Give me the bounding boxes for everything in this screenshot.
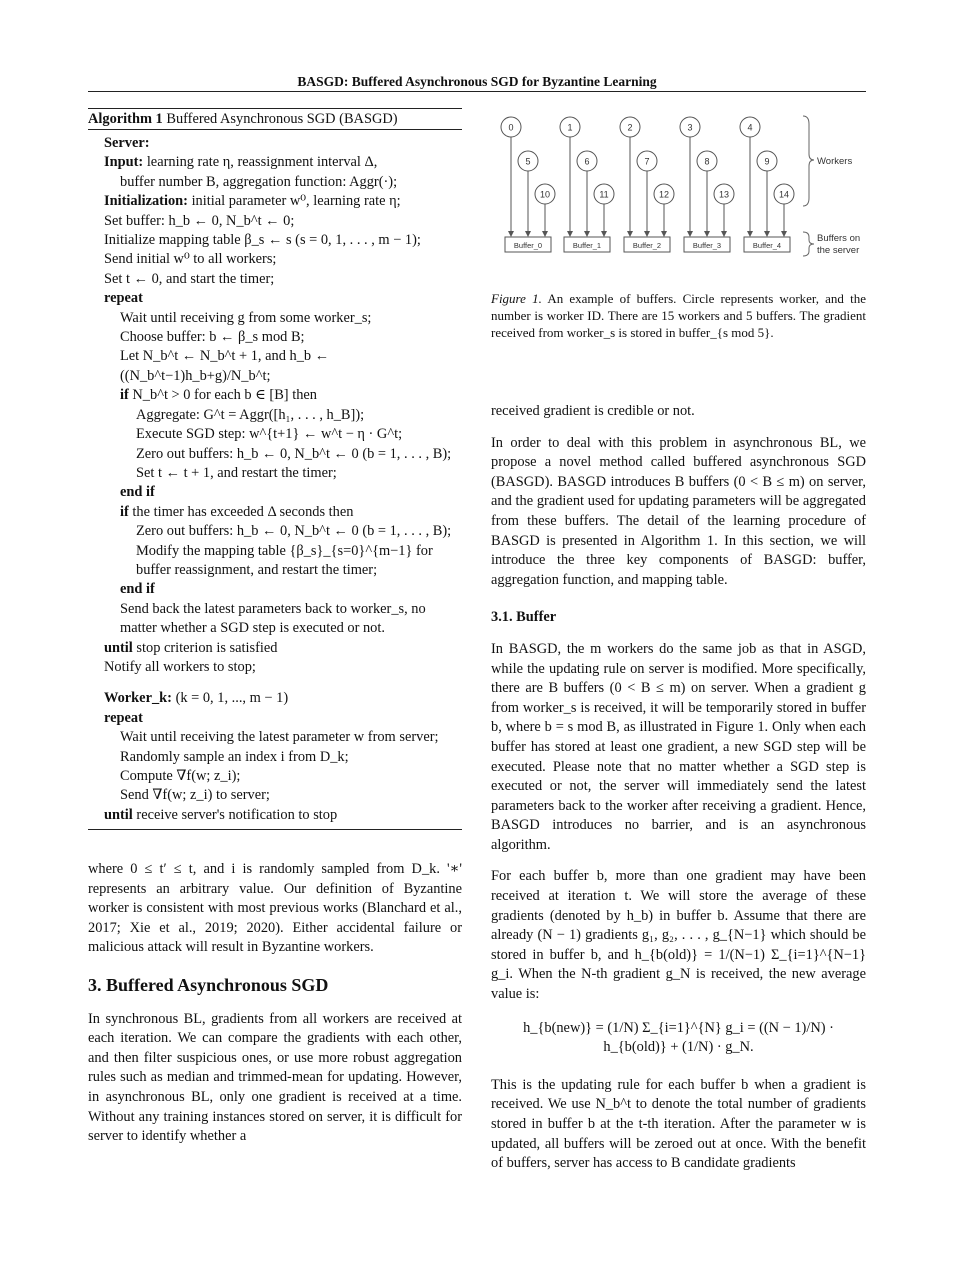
- algorithm-line: [104, 658, 462, 677]
- worker-id: 5: [525, 156, 531, 167]
- paragraph-where: where 0 ≤ t′ ≤ t, and i is randomly sampled from D_k. '∗' represents an arbitrary value. Our definition of Byzantine worker is consistent with most previous works (Blanchard et al., 2017; Xie et al., 2019; 2020). Either accidental failure or malicious attack will result in Byzantine workers.: [88, 861, 462, 956]
- algorithm-text: buffer number B, aggregation function: Aggr(·);: [120, 173, 398, 190]
- algorithm-line: [104, 386, 462, 405]
- algorithm-text: Notify all workers to stop;: [104, 658, 256, 675]
- algorithm-text: initial parameter w⁰, learning rate η;: [191, 193, 401, 210]
- algorithm-label: Algorithm 1: [88, 111, 163, 127]
- algorithm-line: [104, 748, 462, 767]
- algorithm-keyword: Initialization:: [104, 193, 188, 210]
- algorithm-keyword: if: [120, 503, 129, 520]
- algorithm-line: [104, 309, 462, 328]
- algorithm-line: [104, 767, 462, 786]
- algorithm-box: [88, 108, 462, 830]
- algorithm-keyword: until: [104, 639, 133, 656]
- algorithm-keyword: Server:: [104, 135, 150, 151]
- algorithm-keyword: Worker_k:: [104, 690, 172, 707]
- worker-id: 10: [539, 189, 551, 200]
- buffers-label-2: the server: [817, 245, 860, 256]
- algorithm-line: [104, 212, 462, 231]
- worker-id: 7: [644, 156, 650, 167]
- algorithm-text: Execute SGD step: w^{t+1} ← w^t − η · G^t;: [136, 426, 403, 443]
- running-header: BASGD: Buffered Asynchronous SGD for Byzantine Learning: [297, 74, 657, 89]
- worker-id: 11: [599, 189, 609, 200]
- algorithm-line: [104, 231, 462, 250]
- paragraph-continued: received gradient is credible or not.: [491, 403, 695, 419]
- algorithm-text: Wait until receiving the latest parameter w from server;: [120, 729, 439, 746]
- algorithm-line: [104, 728, 462, 747]
- buffer-label: Buffer_0: [513, 241, 543, 250]
- figure-1: [491, 110, 866, 270]
- algorithm-text: Wait until receiving g from some worker_s;: [120, 309, 372, 326]
- worker-id: 3: [687, 122, 693, 133]
- algorithm-text: Let N_b^t ← N_b^t + 1, and h_b ← ((N_b^t−1)h_b+g)/N_b^t;: [120, 348, 330, 384]
- algorithm-text: (k = 0, 1, ..., m − 1): [175, 690, 289, 707]
- algorithm-text: stop criterion is satisfied: [136, 639, 278, 656]
- algorithm-keyword: repeat: [104, 290, 143, 307]
- algorithm-text: Choose buffer: b ← β_s mod B;: [120, 329, 305, 346]
- worker-id: 13: [718, 189, 730, 200]
- right-column: [491, 402, 866, 1186]
- algorithm-line: [104, 347, 462, 386]
- algorithm-text: Randomly sample an index i from D_k;: [120, 748, 349, 765]
- algorithm-line: [104, 192, 462, 211]
- algorithm-line: [104, 542, 462, 581]
- worker-id: 4: [747, 122, 753, 133]
- algorithm-text: Send ∇f(w; z_i) to server;: [120, 787, 270, 804]
- algorithm-keyword: repeat: [104, 709, 143, 726]
- algorithm-line: [104, 503, 462, 522]
- algorithm-line: [104, 639, 462, 658]
- algorithm-name: Buffered Asynchronous SGD (BASGD): [166, 111, 398, 127]
- algorithm-text: Aggregate: G^t = Aggr([h₁, . . . , h_B]);: [136, 406, 365, 423]
- algorithm-keyword: Input:: [104, 154, 144, 171]
- buffer-label: Buffer_1: [572, 241, 602, 250]
- worker-id: 1: [567, 122, 573, 133]
- paragraph-buffer: In BASGD, the m workers do the same job as that in ASGD, while the updating rule on server is modified. More specifically, there are B buffers (0 < B ≤ m) on server. When a gradient g from worker_s is received, it will be temporarily stored in buffer b, where b = s mod B, as illustrated in Figure 1. Only when each buffer has stored at least one gradient, a new SGD step will be executed. Please note that no matter whether a SGD step is executed or not, the server will immediately send the latest parameters back to the worker after receiving a gradient. Hence, BASGD introduces no barrier, and is an asynchronous algorithm.: [491, 640, 866, 853]
- algorithm-text: Set t ← 0, and start the timer;: [104, 270, 275, 287]
- algorithm-text: Send back the latest parameters back to worker_s, no matter whether a SGD step is executed or not.: [120, 600, 426, 637]
- paragraph-rule: This is the updating rule for each buffer b when a gradient is received. We use N_b^t to denote the total number of gradients stored in buffer b at the t-th iteration. After the parameter w is updated, all buffers will be zeroed out at once. With the benefit of buffers, server has access to B candidate gradients: [491, 1076, 866, 1172]
- worker-id: 2: [627, 122, 633, 133]
- algorithm-line: [104, 328, 462, 347]
- algorithm-line: [104, 425, 462, 444]
- header-rule: [88, 91, 866, 92]
- paragraph-each-buffer: For each buffer b, more than one gradient may have been received at iteration t. We will store the average of these gradients (denoted by h_b) in buffer b. Assume that there are already (N − 1) gradients g₁, g₂, . . . , g_{N−1} which should be stored in buffer b, and h_{b(old)} = 1/(N−1) Σ_{i=1}^{N−1} g_i. When the N-th gradient g_N is received, the new average value is:: [491, 868, 866, 1003]
- algorithm-line: [104, 153, 462, 172]
- worker-id: 9: [764, 156, 770, 167]
- algorithm-line: [104, 689, 462, 708]
- algorithm-line: [104, 806, 462, 825]
- algorithm-keyword: end if: [120, 484, 155, 501]
- figure-caption: [491, 290, 866, 341]
- section-heading: 3. Buffered Asynchronous SGD: [88, 974, 329, 995]
- algorithm-line: [104, 483, 462, 502]
- buffers-label-1: Buffers on: [817, 233, 861, 244]
- worker-id: 12: [658, 189, 670, 200]
- algorithm-line: [104, 786, 462, 805]
- algorithm-line: [104, 580, 462, 599]
- left-column: [88, 860, 462, 1159]
- algorithm-text: Set buffer: h_b ← 0, N_b^t ← 0;: [104, 212, 295, 229]
- algorithm-line: [104, 709, 462, 728]
- subsection-heading: 3.1. Buffer: [491, 609, 557, 626]
- equation-new-average: h_{b(new)} = (1/N) Σ_{i=1}^{N} g_i = ((N − 1)/N) · h_{b(old)} + (1/N) · g_N.: [523, 1019, 834, 1056]
- algorithm-text: the timer has exceeded Δ seconds then: [132, 503, 354, 520]
- paragraph-order: In order to deal with this problem in asynchronous BL, we propose a novel method called buffered asynchronous SGD (BASGD). BASGD introduces B buffers (0 < B ≤ m) on server, and the gradient used for updating parameters will be aggregated from these buffers. The detail of the learning procedure of BASGD is presented in Algorithm 1. In this section, we will introduce the three key components of BASGD: buffer, aggregation function, and mapping table.: [491, 434, 866, 588]
- worker-id: 0: [508, 122, 514, 133]
- worker-id: 6: [584, 156, 590, 167]
- buffer-label: Buffer_2: [632, 241, 662, 250]
- buffer-diagram: [491, 110, 866, 270]
- algorithm-line: [104, 406, 462, 425]
- buffer-label: Buffer_3: [692, 241, 722, 250]
- worker-id: 8: [704, 156, 710, 167]
- algorithm-line: [104, 464, 462, 483]
- algorithm-text: Modify the mapping table {β_s}_{s=0}^{m−1} for buffer reassignment, and restart the timer;: [136, 542, 433, 578]
- worker-id: 14: [778, 189, 790, 200]
- algorithm-line: [104, 289, 462, 308]
- caption-label: Figure 1.: [491, 291, 542, 306]
- algorithm-line: [104, 677, 462, 689]
- algorithm-text: Set t ← t + 1, and restart the timer;: [136, 464, 337, 481]
- algorithm-line: [104, 173, 462, 192]
- algorithm-text: learning rate η, reassignment interval Δ,: [146, 154, 378, 171]
- algorithm-text: Compute ∇f(w; z_i);: [120, 768, 241, 784]
- algorithm-title: [88, 109, 462, 129]
- paragraph-sync: In synchronous BL, gradients from all workers are received at each iteration. We can compare the gradients with each other, and then filter suspicious ones, or use more robust aggregation rules such as median and trimmed-mean for updating. However, in asynchronous BL, only one gradient is received at a time. Without any training instances stored on server, it is difficult for server to identify whether a: [88, 1010, 462, 1145]
- algorithm-text: Initialize mapping table β_s ← s (s = 0, 1, . . . , m − 1);: [104, 232, 421, 249]
- algorithm-line: [104, 445, 462, 464]
- algorithm-line: [104, 250, 462, 269]
- caption-text: An example of buffers. Circle represents worker, and the number is worker ID. There are 15 workers and 5 buffers. The gradient received from worker_s is stored in buffer_{s mod 5}.: [491, 291, 866, 340]
- algorithm-text: Zero out buffers: h_b ← 0, N_b^t ← 0 (b = 1, . . . , B);: [136, 523, 452, 540]
- algorithm-keyword: if: [120, 387, 129, 404]
- algorithm-line: [104, 134, 462, 153]
- algorithm-keyword: end if: [120, 581, 155, 598]
- algorithm-text: Send initial w⁰ to all workers;: [104, 251, 277, 268]
- algorithm-line: [104, 600, 462, 639]
- algorithm-keyword: until: [104, 806, 133, 823]
- algorithm-line: [104, 270, 462, 289]
- algorithm-text: N_b^t > 0 for each b ∈ [B] then: [132, 387, 317, 404]
- buffer-label: Buffer_4: [752, 241, 782, 250]
- algorithm-body: [88, 130, 462, 829]
- algorithm-line: [104, 522, 462, 541]
- workers-label: Workers: [817, 156, 853, 167]
- algorithm-text: Zero out buffers: h_b ← 0, N_b^t ← 0 (b = 1, . . . , B);: [136, 445, 452, 462]
- algorithm-text: receive server's notification to stop: [136, 806, 338, 823]
